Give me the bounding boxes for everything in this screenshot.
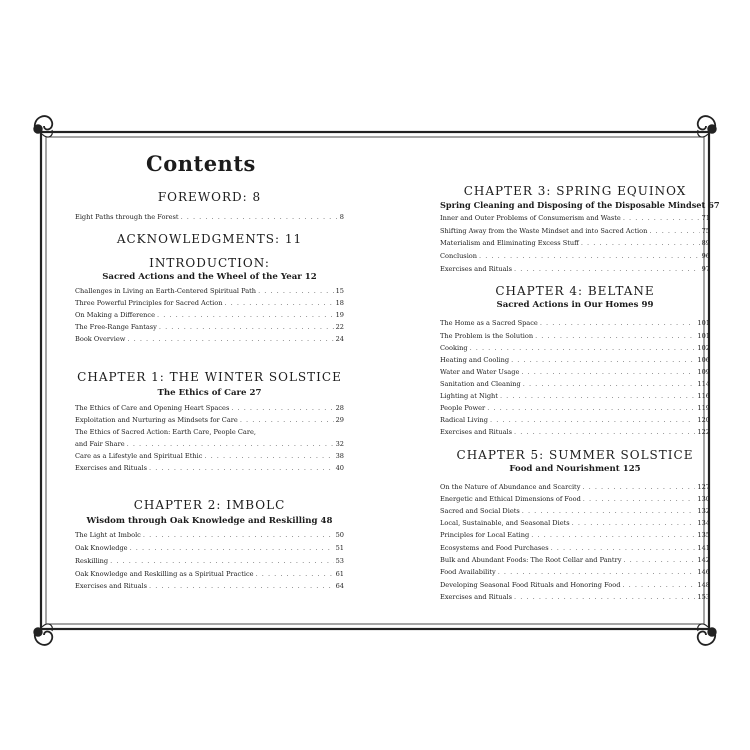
toc-entry: Book Overview . . . 24 bbox=[75, 334, 344, 344]
section-title-chapter-2: CHAPTER 2: IMBOLC bbox=[133, 498, 286, 512]
toc-entry: The Ethics of Care and Opening Heart Spaces . . . 28 bbox=[75, 403, 344, 413]
section-subtitle-chapter-5: Food and Nourishment 125 bbox=[509, 464, 641, 474]
section-title-chapter-5: CHAPTER 5: SUMMER SOLSTICE bbox=[456, 448, 694, 462]
toc-entry: Lighting at Night . . . 116 bbox=[440, 391, 710, 401]
toc-entry: The Problem is the Solution . . . 101 bbox=[440, 331, 710, 341]
section-subtitle-chapter-1: The Ethics of Care 27 bbox=[157, 388, 262, 398]
page-title: Contents bbox=[146, 151, 256, 176]
section-title-chapter-4: CHAPTER 4: BELTANE bbox=[495, 284, 655, 298]
toc-entry: Exercises and Rituals . . . 97 bbox=[440, 264, 710, 274]
toc-entry: Eight Paths through the Forest . . . 8 bbox=[75, 212, 344, 222]
toc-entry: Exercises and Rituals . . . 40 bbox=[75, 463, 344, 473]
toc-entry: Developing Seasonal Food Rituals and Honoring Food . . . 148 bbox=[440, 580, 710, 590]
toc-entry: The Home as a Sacred Space . . . 101 bbox=[440, 318, 710, 328]
toc-entry: Oak Knowledge . . . 51 bbox=[75, 543, 344, 553]
section-title-chapter-3: CHAPTER 3: SPRING EQUINOX bbox=[463, 184, 687, 198]
section-subtitle-chapter-3: Spring Cleaning and Disposing of the Disposable Mindset 67 bbox=[440, 200, 720, 210]
toc-entry: Conclusion . . . 96 bbox=[440, 251, 710, 261]
toc-entry: Materialism and Eliminating Excess Stuff . . . 89 bbox=[440, 238, 710, 248]
toc-entry: On the Nature of Abundance and Scarcity . . . 127 bbox=[440, 482, 710, 492]
section-subtitle-chapter-2: Wisdom through Oak Knowledge and Reskilling 48 bbox=[86, 516, 333, 526]
toc-entry: Radical Living . . . 120 bbox=[440, 415, 710, 425]
toc-entry: The Free-Range Fantasy . . . 22 bbox=[75, 322, 344, 332]
corner-flourish-icon bbox=[698, 116, 717, 137]
toc-entry: Exercises and Rituals . . . 64 bbox=[75, 581, 344, 591]
section-title-introduction: INTRODUCTION: bbox=[149, 256, 270, 270]
section-subtitle-introduction: Sacred Actions and the Wheel of the Year 12 bbox=[102, 272, 317, 282]
toc-entry: Three Powerful Principles for Sacred Action . . . 18 bbox=[75, 298, 344, 308]
section-subtitle-chapter-4: Sacred Actions in Our Homes 99 bbox=[496, 300, 654, 310]
toc-entry: Sanitation and Cleaning . . . 114 bbox=[440, 379, 710, 389]
corner-flourish-icon bbox=[34, 624, 53, 645]
toc-entry: Heating and Cooling . . . 106 bbox=[440, 355, 710, 365]
toc-entry: Inner and Outer Problems of Consumerism and Waste . . . 71 bbox=[440, 213, 710, 223]
toc-entry: Reskilling . . . 53 bbox=[75, 556, 344, 566]
corner-flourish-icon bbox=[698, 624, 717, 645]
toc-entry: The Light at Imbolc . . . 50 bbox=[75, 530, 344, 540]
toc-entry: Energetic and Ethical Dimensions of Food . . . 130 bbox=[440, 494, 710, 504]
toc-entry: Sacred and Social Diets . . . 132 bbox=[440, 506, 710, 516]
toc-entry: Principles for Local Eating . . . 135 bbox=[440, 530, 710, 540]
corner-flourish-icon bbox=[34, 116, 53, 137]
toc-entry: Oak Knowledge and Reskilling as a Spiritual Practice . . . 61 bbox=[75, 569, 344, 579]
toc-entry: Exercises and Rituals . . . 122 bbox=[440, 427, 710, 437]
toc-entry: People Power . . . 119 bbox=[440, 403, 710, 413]
toc-entry: Food Availability . . . 146 bbox=[440, 567, 710, 577]
toc-entry: Exercises and Rituals . . . 153 bbox=[440, 592, 710, 602]
toc-entry: Cooking . . . 102 bbox=[440, 343, 710, 353]
toc-entry: On Making a Difference . . . 19 bbox=[75, 310, 344, 320]
toc-entry: Bulk and Abundant Foods: The Root Cellar and Pantry . . . 142 bbox=[440, 555, 710, 565]
toc-entry: Ecosystems and Food Purchases . . . 141 bbox=[440, 543, 710, 553]
toc-entry: and Fair Share . . . 32 bbox=[75, 439, 344, 449]
toc-entry: Shifting Away from the Waste Mindset and into Sacred Action . . . 75 bbox=[440, 226, 710, 236]
toc-entry: Exploitation and Nurturing as Mindsets for Care . . . 29 bbox=[75, 415, 344, 425]
toc-entry: Challenges in Living an Earth-Centered Spiritual Path . . . 15 bbox=[75, 286, 344, 296]
toc-entry: Water and Water Usage . . . 109 bbox=[440, 367, 710, 377]
section-title-acknowledgments: ACKNOWLEDGMENTS: 11 bbox=[116, 232, 303, 246]
toc-entry: The Ethics of Sacred Action: Earth Care, People Care, bbox=[75, 428, 256, 436]
section-title-chapter-1: CHAPTER 1: THE WINTER SOLSTICE bbox=[77, 370, 342, 384]
toc-entry: Care as a Lifestyle and Spiritual Ethic . . . 38 bbox=[75, 451, 344, 461]
toc-entry: Local, Sustainable, and Seasonal Diets . . . 134 bbox=[440, 518, 710, 528]
section-title-foreword: FOREWORD: 8 bbox=[157, 190, 262, 204]
